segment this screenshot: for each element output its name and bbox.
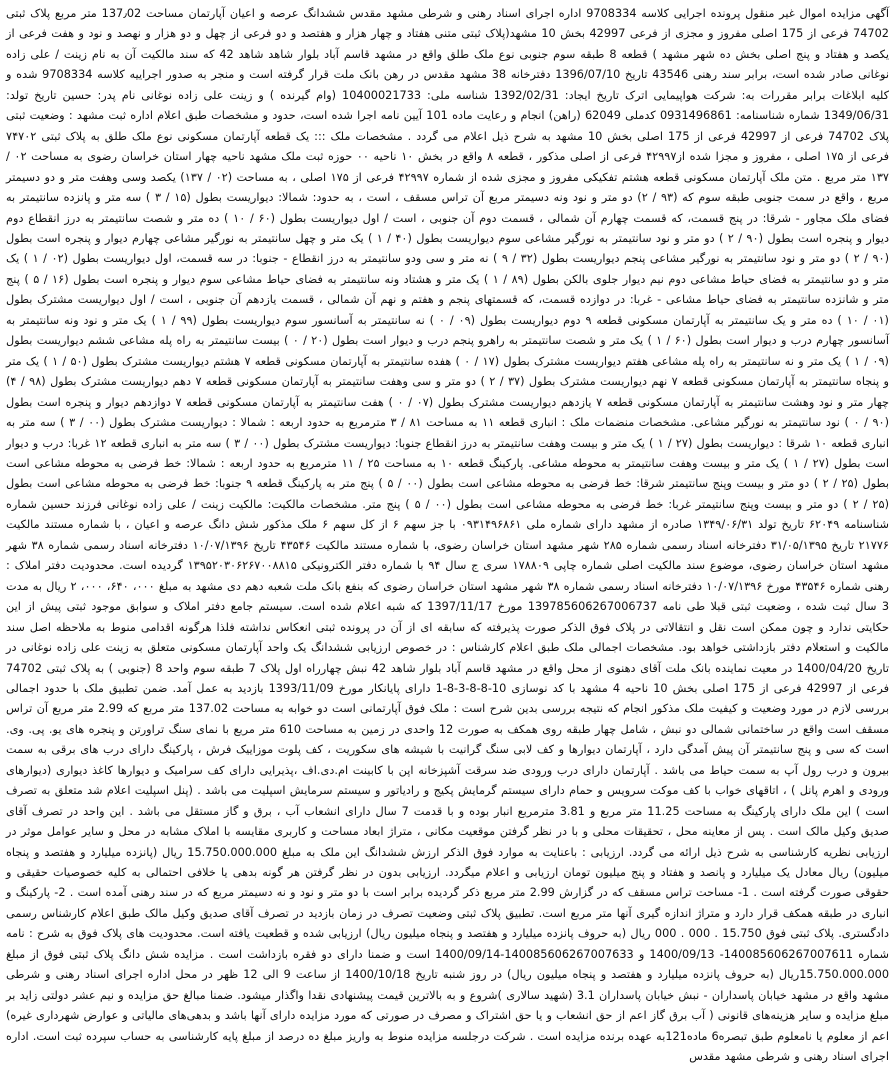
auction-notice-text: آگهی مزایده اموال غیر منقول پرونده اجرایی کلاسه 9708334 اداره اجرای اسناد رهنی و شرطی مشهد مقدس ششدانگ عرصه و اعیان آپارتمان مساحت 137٫02 متر مربع پلاک ثبتی 74702 فرعی از 175 اصلی مفروز و مجزی از فرعی 42997 بخش 10 مشهد(پلاک ثبتی متنی هفتاد و چهار هزار و هفتصد و دو فرعی از چهل و دو هزار و نهصد و نود و هفت فرعی از یکصد و هفتاد و پنج اصلی بخش ده شهر مشهد ) قطعه 8 طبقه سوم جنوبی نوع ملک طلق واقع در مشهد قاسم آباد بلوار شاهد شاهد 42 که سند مالکیت آن به نام زینت / علی زاده نوغانی صادر شده است، برابر سند رهنی 43546 تاریخ 1396/07/10 دفترخانه 38 مشهد مقدس در رهن بانک ملت قرار گرفته است و منجر به صدور اجراییه کلاسه 9708334 شده و کلیه ابلاغات برابر مقررات به: شرکت هواپیمایی اترک تاریخ ایجاد: 1392/02/31 شناسه ملی: 10400021733 (وام گیرنده ) و زینت علی زاده نوغانی نام پدر: حسین تاریخ تولد: 1349/06/31 شماره شناسنامه: 0931496861 کدملی 62049 (راهن) انجام و رعایت ماده 101 آیین نامه اجرا شده است، حدود و مشخصات طبق اعلام اداره ثبت مشهد : وضعیت ثبتی پلاک 74702 فرعی از 42997 فرعی از 175 اصلی بخش 10 مشهد به شرح ذیل اعلام می گردد . مشخصات ملک ::: یک قطعه آپارتمان مسکونی نوع ملک طلق به پلاک ثبتی ۷۴۷۰۲ فرعی از ۱۷۵ اصلی ، مفروز و مجزا شده از۴۲۹۹۷ فرعی از اصلی مذکور ، قطعه ۸ واقع در بخش ۱۰ ناحیه ۰۰ حوزه ثبت ملک مشهد ناحیه چهار استان خراسان رضوی به مساحت ۰۲ / ۱۳۷ متر مربع . متن ملک آپارتمان مسکونی قطعه هشتم تفکیکی مفروز و مجزی شده از شماره ۴۲۹۹۷ فرعی از ۱۷۵ اصلی ، به مساحت (۰۲ / ۱۳۷) یکصد وسی وهفت متر و دو دسیمتر مربع ، واقع در سمت جنوبی طبقه سوم که (۹۳ / ۲) دو متر و نود ونه دسیمتر مربع آن تراس مسقف ، است ، به حدود: شمالا: دیواریست بطول (۱۵ / ۳ ) سه متر و پانزده سانتیمتر به فضای ملک مجاور - شرقا: در پنج قسمت، که قسمت چهارم آن شمالی ، قسمت دوم آن جنوبی ، است / اول دیواریست بطول (۶۰ / ۱۰ ) ده متر و شصت سانتیمتر به درز انقطاع دوم دیوار و پنجره است بطول (۹۰ / ۲ ) دو متر و نود سانتیمتر به نورگیر مشاعی سوم دیواریست بطول (۴۰ / ۱ ) یک متر و چهل سانتیمتر به نورگیر مشاعی چهارم دیوار و پنجره است بطول (۹۰ / ۲ ) دو متر و نود سانتیمتر به نورگیر مشاعی پنجم دیواریست بطول (۳۲ / ۹ ) نه متر و سی ودو سانتیمتر به درز انقطاع - جنوبا: در سه قسمت، اول دیواریست بطول (۰۲ / ۱ ) یک متر و دو سانتیمتر به فضای حیاط مشاعی دوم نیم دیوار جلوی بالکن بطول (۸۹ / ۱ ) یک متر و هشتاد ونه سانتیمتر به فضای حیاط مشاعی سوم دیوار و پنجره است بطول (۱۶ / ۵ ) پنج متر و شانزده سانتیمتر به فضای حیاط مشاعی - غربا: در دوازده قسمت، که قسمتهای پنجم و هفتم و نهم آن شمالی ، قسمت یازدهم آن جنوبی ، است / اول دیواریست مشترک بطول (۰۱ / ۱۰ ) ده متر و یک سانتیمتر به آپارتمان مسکونی قطعه ۹ دوم دیواریست بطول (۰۹ / ۰ ) نه سانتیمتر به آسانسور سوم دیواریست بطول (۹۹ / ۱ ) یک متر و نود ونه سانتیمتر به آسانسور چهارم درب و دیوار است بطول (۶۰ / ۱ ) یک متر و شصت سانتیمتر به راهرو پنجم درب و دیوار است بطول (۲۰ / ۰ ) بیست سانتیمتر به راه پله مشاعی ششم دیواریست بطول (۰۹ / ۱ ) یک متر و نه سانتیمتر به راه پله مشاعی هفتم دیواریست مشترک بطول (۱۷ / ۰ ) هفده سانتیمتر به آپارتمان مسکونی قطعه ۷ هشتم دیواریست مشترک بطول (۵۰ / ۱ ) یک متر و پنجاه سانتیمتر به آپارتمان مسکونی قطعه ۷ نهم دیواریست مشترک بطول (۳۷ / ۲ ) دو متر و سی وهفت سانتیمتر به آپارتمان مسکونی قطعه ۷ دهم دیواریست مشترک بطول (۹۸ / ۴) چهار متر و نود وهشت سانتیمتر به آپارتمان مسکونی قطعه ۷ یازدهم دیواریست مشترک بطول (۰۷ / ۰ ) هفت سانتیمتر به آپارتمان مسکونی قطعه ۷ دوازدهم دیوار و پنجره است بطول (۹۰ / ۰ ) نود سانتیمتر به نورگیر مشاعی. مشخصات منضمات ملک : انباری قطعه ۱۱ به مساحت ۸۱ / ۳ مترمربع به حدود اربعه : شمالا : دیواریست مشترک بطول (۰۰ / ۳ ) سه متر به انباری قطعه ۱۰ شرقا : دیواریست بطول (۲۷ / ۱ ) یک متر و بیست وهفت سانتیمتر به درز انقطاع جنوبا: دیواریست مشترک بطول (۰۰ / ۳ ) سه متر به انباری قطعه ۱۲ غربا: درب و دیوار است بطول (۲۷ / ۱ ) یک متر و بیست وهفت سانتیمتر به محوطه مشاعی. پارکینگ قطعه ۱۰ به مساحت ۲۵ / ۱۱ مترمربع به حدود اربعه : شمالا: خط فرضی به محوطه مشاعی است بطول (۲۵ / ۲ ) دو متر و بیست وپنج سانتیمتر شرقا: خط فرضی به محوطه مشاعی است بطول (۰۰ / ۵ ) پنج متر به پارکینگ قطعه ۹ جنوبا: خط فرضی به محوطه مشاعی است بطول (۲۵ / ۲ ) دو متر و بیست وپنج سانتیمتر غربا: خط فرضی به محوطه مشاعی است بطول (۰۰ / ۵ ) پنج متر. مشخصات مالکیت: مالکیت زینت / علی زاده نوغانی فرزند حسین شماره شناسنامه ۶۲۰۴۹ تاریخ تولد ۱۳۴۹/۰۶/۳۱ صادره از مشهد دارای شماره ملی ۰۹۳۱۴۹۶۸۶۱ با جز سهم ۶ از کل سهم ۶ ملک مذکور شش دانگ عرصه و اعیان ، با شماره مستند مالکیت ۲۱۷۷۶ تاریخ ۳۱/۰۵/۱۳۹۵ دفترخانه اسناد رسمی شماره ۲۸۵ شهر مشهد استان خراسان رضوی، با شماره مستند مالکیت ۴۳۵۴۶ تاریخ ۱۰/۰۷/۱۳۹۶ دفترخانه اسناد رسمی شماره ۳۸ شهر مشهد استان خراسان رضوی، موضوع سند مالکیت اصلی شماره چاپی ۱۷۸۸۰۹ سری ج سال ۹۴ با شماره دفتر الکترونیکی ۱۳۹۵۲۰۳۰۶۲۶۷۰۰۸۸۱۵ گردیده است. محدودیت دفتر املاک : رهنی شماره ۴۳۵۴۶ مورخ ۱۰/۰۷/۱۳۹۶ دفترخانه اسناد رسمی شماره ۳۸ شهر مشهد استان خراسان رضوی که بنفع بانک ملت شعبه دهم دی مشهد به مبلغ ۰۰۰، ۶۴۰، ۰۰۰، ۲ ریال به مدت 3 سال ثبت شده ، وضعیت ثبتی قبلا طی نامه 139785606267006737 مورخ 1397/11/17 که شبه اعلام شده است. سیستم جامع دفتر املاک و سوابق موجود ثبتی پیش از این حکایتی ندارد و چون ممکن است نقل و انتقالاتی در پلاک فوق الذکر صورت پذیرفته که سابقه ای از آن در پرونده ثبتی انعکاس نداشته فلذا هرگونه اقدامی منوط به ملاحظه اصل سند مالکیت و استعلام دفتر بازداشتی خواهد بود. مشخصات اجمالی ملک طبق اعلام کارشناس : در خصوص ارزیابی ششدانگ یک واحد آپارتمان مسکونی متعلق به زینت علی زاده نوغانی در تاریخ 1400/04/20 در معیت نماینده بانک ملت آقای دهنوی از محل واقع در مشهد قاسم آباد بلوار شاهد 42 نبش چهارراه اول پلاک 7 طبقه سوم واحد 8 (جنوبی ) به پلاک ثبتی 74702 فرعی از 42997 فرعی از 175 اصلی بخش 10 ناحیه 4 مشهد با کد نوسازی 10-8-8-3-8-1 دارای پایانکار مورخ 1393/11/09 بازدید به عمل آمد. ضمن تطبیق ملک با حدود اجمالی بررسی لازم در مورد وضعیت و کیفیت ملک مذکور انجام که نتیجه بررسی بدین شرح است : ملک فوق آپارتمانی است دو خوابه به مساحت 137.02 متر مربع که 2.99 متر مربع آن تراس مسقف است واقع در ساختمانی شمالی دو نبش ، شامل چهار طبقه روی همکف به صورت 12 واحدی در زمین به مساحت 610 متر مربع با نمای سنگ تراورتن و پنجره های یو. پی. وی. است که سی و پنج سانتیمتر آن پیش آمدگی دارد ، آپارتمان دیوارها و کف لابی سنگ گرانیت با شیشه های سکوریت ، کف پلوت موزاییک فرش ، پارکینگ دارای درب های برقی به سمت بیرون و درب رول آپ به سمت حیاط می باشد . آپارتمان دارای درب ورودی ضد سرقت آشپزخانه اپن با کابینت ام.دی.اف ،پذیرایی دارای کف سرامیک و دیوارها کاغذ دیواری (دیوارهای ورودی و اهرم پانل ) ، اتاقهای خواب با کف موکت سرویس و حمام دارای سیستم گرمایش پکیج و رادیاتور و سیستم سرمایش اسپلیت می باشد . (پنل اسپلیت اعلام شد متعلق به تصرف است ) این ملک دارای پارکینگ به مساحت 11.25 متر مربع و 3.81 مترمربع انبار بوده و با قدمت 7 سال دارای انشعاب آب ، برق و گاز مستقل می باشد . این واحد در تصرف آقای صدیق وکیل مالک است . پس از معاینه محل ، تحقیقات محلی و با در نظر گرفتن موقعیت مکانی ، متراژ ابعاد مساحت و کاربری مقایسه با املاک مشابه در محل و سایر عوامل موثر در ارزیابی نظریه کارشناسی به شرح ذیل ارائه می گردد. ارزیابی : باعنایت به موارد فوق الذکر ارزش ششدانگ این ملک به مبلغ 15.750.000.000 ریال (پانزده میلیارد و هفتصد و پنجاه میلیون) ریال معادل یک میلیارد و پانصد و هفتاد و پنج میلیون تومان ارزیابی و اعلام میگردد. ارزیابی بدون در نظر گرفتن هر گونه بدهی یا خلافی احتمالی به کلیه خصوصیات حقیقی و حقوقی صورت گرفته است . 1- مساحت تراس مسقف که در گزارش 2.99 متر مربع ذکر گردیده برابر است با دو متر و نود و نه دسیمتر مربع که در سند رهنی آمده است . 2- پارکینگ و انباری در طبقه همکف قرار دارد و متراژ اندازه گیری آنها متر مربع است. تطبیق پلاک ثبتی وضعیت تصرف در زمان بازدید در تصرف آقای صدیق وکیل مالک طبق اعلام کارشناس رسمی دادگستری. پلاک ثبتی فوق 15.750 . 000 . 000 ریال (به حروف پانزده میلیارد و هفتصد و پنجاه میلیون ریال) ارزیابی شده و قطعیت یافته است. محدودیت های پلاک فوق به شرح : نامه شماره 140085606267007611- 1400/09/13 و 140085606267007633-1400/09/14 است و ضمنا دارای دو فقره بازداشت است . مزایده شش دانگ پلاک ثبتی فوق از مبلغ 15.750.000.000ریال (به حروف پانزده میلیارد و هفتصد و پنجاه میلیون ریال) در روز شنبه تاریخ 1400/10/18 از ساعت 9 الی 12 ظهر در محل اداره اجرای اسناد رهنی و شرطی مشهد واقع در مشهد خیابان پاسداران - نبش خیابان پاسداران 3.1 (شهید سالاری )شروع و به بالاترین قیمت پیشنهادی نقدا واگذار میشود. ضمنا مبالغ حق مزایده و نیم عشر دولتی زاید بر مبلغ مزایده و سایر هزینه‌های قانونی ( آب برق گاز اعم از حق انشعاب و یا حق اشتراک و مصرف در صورتی که مورد مزایده دارای آنها باشد و بدهی‌های مالیاتی و عوارض شهرداری غیره) اعم از معلوم یا نامعلوم طبق تبصره6 ماده121به عهده برنده مزایده است . شرکت درجلسه مزایده منوط به واریز مبلغ ده درصد از مبلغ پایه کارشناسی به حساب سپرده ثبت است. اداره اجرای اسناد رهنی و شرطی مشهد مقدس [6,7,890,1064]
